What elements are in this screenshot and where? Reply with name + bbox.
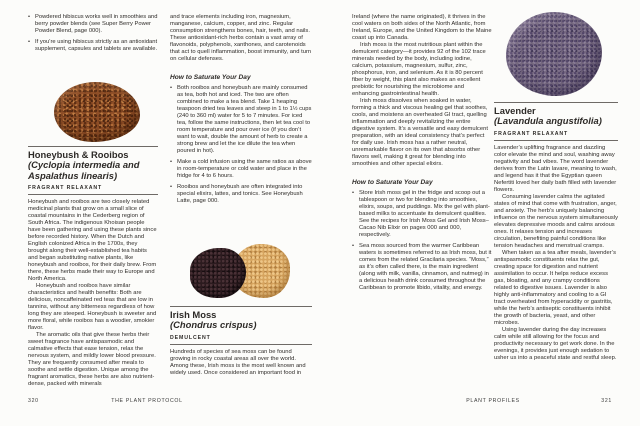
divider (170, 344, 312, 345)
paragraph: Irish moss dissolves when soaked in water, forming a thick and viscous healing gel that soothes, cools, and moistens an overheated GI tract, quelling inflammation and deeply revitalizing the entire digestive system. It’s a versatile and easy demulcent preparation, with an ideal consistency that’s perfect for daily use. Irish moss has a rather neutral, unremarkable flavor on its own that absorbs other flavors well, making it great for blending into smoothies and other special elixirs. (352, 98, 488, 167)
left-page-column-2 (170, 14, 312, 414)
divider (494, 102, 618, 103)
page-number-right: 321 (601, 398, 612, 404)
list-item: • Both rooibos and honeybush are mainly consumed as tea, both hot and iced. The two are often combined to make a tea blend. Take 1 heaping teaspoon dried tea leaves and steep in 1 to 1½ cups (240 to 360 ml) water for 5 to 7 minutes. For iced tea, follow the same instructions, then let tea cool to room temperature and pour over ice (if you don’t want to wait, double the amount of herb to create a strong brew and let the ice dilute the tea when poured in hot). (170, 85, 312, 155)
paragraph: Using lavender during the day increases calm while still allowing for the focus and productivity necessary to get work done. In the evenings, it provides just enough sedation to usher us into a peaceful state and restful sleep. (494, 326, 617, 361)
plant-latin-name: (Cyclopia intermedia and Aspalathus linearis) (28, 159, 140, 181)
lavender-section (494, 102, 618, 362)
plant-title-irish-moss: Irish Moss (170, 309, 217, 320)
right-page-column-2 (494, 14, 618, 414)
paragraph: Lavender’s uplifting fragrance and dazzling color elevate the mind and soul, washing away negativity and bad vibes. The word lavender derives from the Latin lavare, meaning to wash, and legend has it that the Egyptian queen Nefertiti loved her daily bath filled with lavender flowers. (494, 144, 617, 193)
running-head-chapter-title: PLANT PROFILES (466, 398, 520, 404)
paragraph: When taken as a tea after meals, lavender’s antispasmodic constituents relax the gut, creating space for digestion and nutrient assimilation to occur. It helps reduce excess gas, bloating, and any crampy conditions related to digestive issues. Lavender is also highly anti-inflammatory and cooling to a GI tract overheated from hyperacidity or gastritis, while the herb’s antiseptic constituents inhibit the growth of bacteria, yeast, and other microbes. (494, 249, 617, 326)
right-page-column-1 (352, 14, 492, 414)
list-item: • Make a cold infusion using the same ratios as above in room-temperature or cold water and place in the fridge for 4 to 6 hours. (170, 159, 312, 180)
plant-title-honeybush: Honeybush & Rooibos (28, 149, 129, 160)
list-item: • If you’re using hibiscus strictly as an antioxidant supplement, capsules and tablets are available. (28, 39, 158, 53)
paragraph: and trace elements including iron, magnesium, manganese, calcium, copper, and zinc. Regular consumption strengthens bones, hair, teeth, and nails. These antioxidant-rich herbs contain a vast array of flavonoids, polyphenols, xanthones, and carotenoids that act to quell inflammation, boost immunity, and turn on cellular defenses. (170, 14, 312, 62)
category-label: FRAGRANT RELAXANT (494, 130, 569, 137)
plant-latin-name: (Chondrus crispus) (170, 319, 257, 331)
left-page-column-1 (28, 14, 158, 414)
how-to-heading: How to Saturate Your Day (170, 74, 251, 81)
plant-title-lavender: Lavender (494, 105, 536, 116)
running-head-book-title: THE PLANT PROTOCOL (111, 398, 183, 404)
list-item: • Powdered hibiscus works well in smoothies and berry powder blends (see Super Berry Power Powder Blend, page 000). (28, 14, 158, 35)
list-item: • Sea moss sourced from the warmer Caribbean waters is sometimes referred to as Irish moss, but it comes from the related Gracilaria species. “Moss,” as it’s often called there, is the main ingredient (along with milk, vanilla, cinnamon, and nutmeg) in a delicious health drink consumed throughout the Caribbean to promote libido, vitality, and energy. (352, 243, 492, 292)
divider (28, 146, 158, 147)
plant-latin-name: (Lavandula angustifolia) (494, 115, 602, 127)
divider (494, 140, 618, 141)
paragraph: Consuming lavender calms the agitated states of mind that come with frustration, anger, and anxiety. The herb’s uniquely balancing influence on the nervous system simultaneously elevates depressive moods and calms anxious ones. It relaxes tension and increases circulation, benefiting painful conditions like tension headaches and menstrual cramps. (494, 193, 619, 249)
paragraph: The aromatic oils that give these herbs their sweet fragrance have antispasmodic and calmative effects that ease tension, relax the nervous system, and mildly lower blood pressure. They are frequently consumed after meals to soothe and settle digestion. Unique among the fragrant aromatics, these herbs are also nutrient-dense, packed with minerals (28, 332, 156, 388)
paragraph: Hundreds of species of sea moss can be found growing in rocky coastal areas all over the world. Among these, Irish moss is the most well known and widely used. Once considered an important food in (170, 348, 306, 376)
paragraph: Irish moss is the most nutritious plant within the demulcent category—it provides 92 of the 102 trace minerals needed by the body, including iodine, calcium, potassium, magnesium, sulfur, zinc, phosphorus, iron, and selenium. As it is 80 percent fiber by weight, this plant also makes an excellent prebiotic for nourishing the microbiome and enhancing gastrointestinal health. (352, 42, 486, 97)
divider (170, 306, 312, 307)
how-to-heading: How to Saturate Your Day (352, 179, 433, 186)
honeybush-section (28, 146, 158, 388)
divider (28, 194, 158, 195)
irish-moss-section (170, 306, 312, 377)
list-item: • Rooibos and honeybush are often integrated into special elixirs, lattes, and tonics. See Honeybush Latte, page 000. (170, 184, 312, 205)
category-label: DEMULCENT (170, 334, 211, 341)
hibiscus-usage-bullets (28, 14, 158, 57)
paragraph: Honeybush and rooibos have similar characteristics and health benefits: Both are delicious, noncaffeinated red teas that are low in tannins, without any bitterness regardless of how long they are steeped. Honeybush is sweeter and more floral, while rooibos has a woodier, smokier flavor. (28, 283, 157, 332)
list-item: • Store Irish moss gel in the fridge and scoop out a tablespoon or two for blending into smoothies, elixirs, soups, and puddings. Mix the gel with plant-based milks to accentuate its demulcent qualities. See the recipes for Irish Moss Gel and Irish Moss–Cacao Nib Elixir on pages 000 and 000, respectively. (352, 190, 492, 239)
paragraph: Honeybush and rooibos are two closely related medicinal plants that grow on a small slice of coastal mountains in the Cederberg region of South Africa. The indigenous Khoisan people have been gathering and using these plants since before recorded history. When the Dutch and English colonized Africa in the 1700s, they brought along their well-established tea habits and began substituting native plants, like honeybush and rooibos, for their daily brew. From there, these herbs made their way to Europe and North America. (28, 199, 157, 283)
page-number-left: 320 (28, 398, 39, 404)
paragraph: Ireland (where the name originated), it thrives in the cool waters on both sides of the North Atlantic, from Ireland, Europe, and the United Kingdom to the Maine coast up into Canada. (352, 14, 492, 41)
category-label: FRAGRANT RELAXANT (28, 185, 103, 192)
